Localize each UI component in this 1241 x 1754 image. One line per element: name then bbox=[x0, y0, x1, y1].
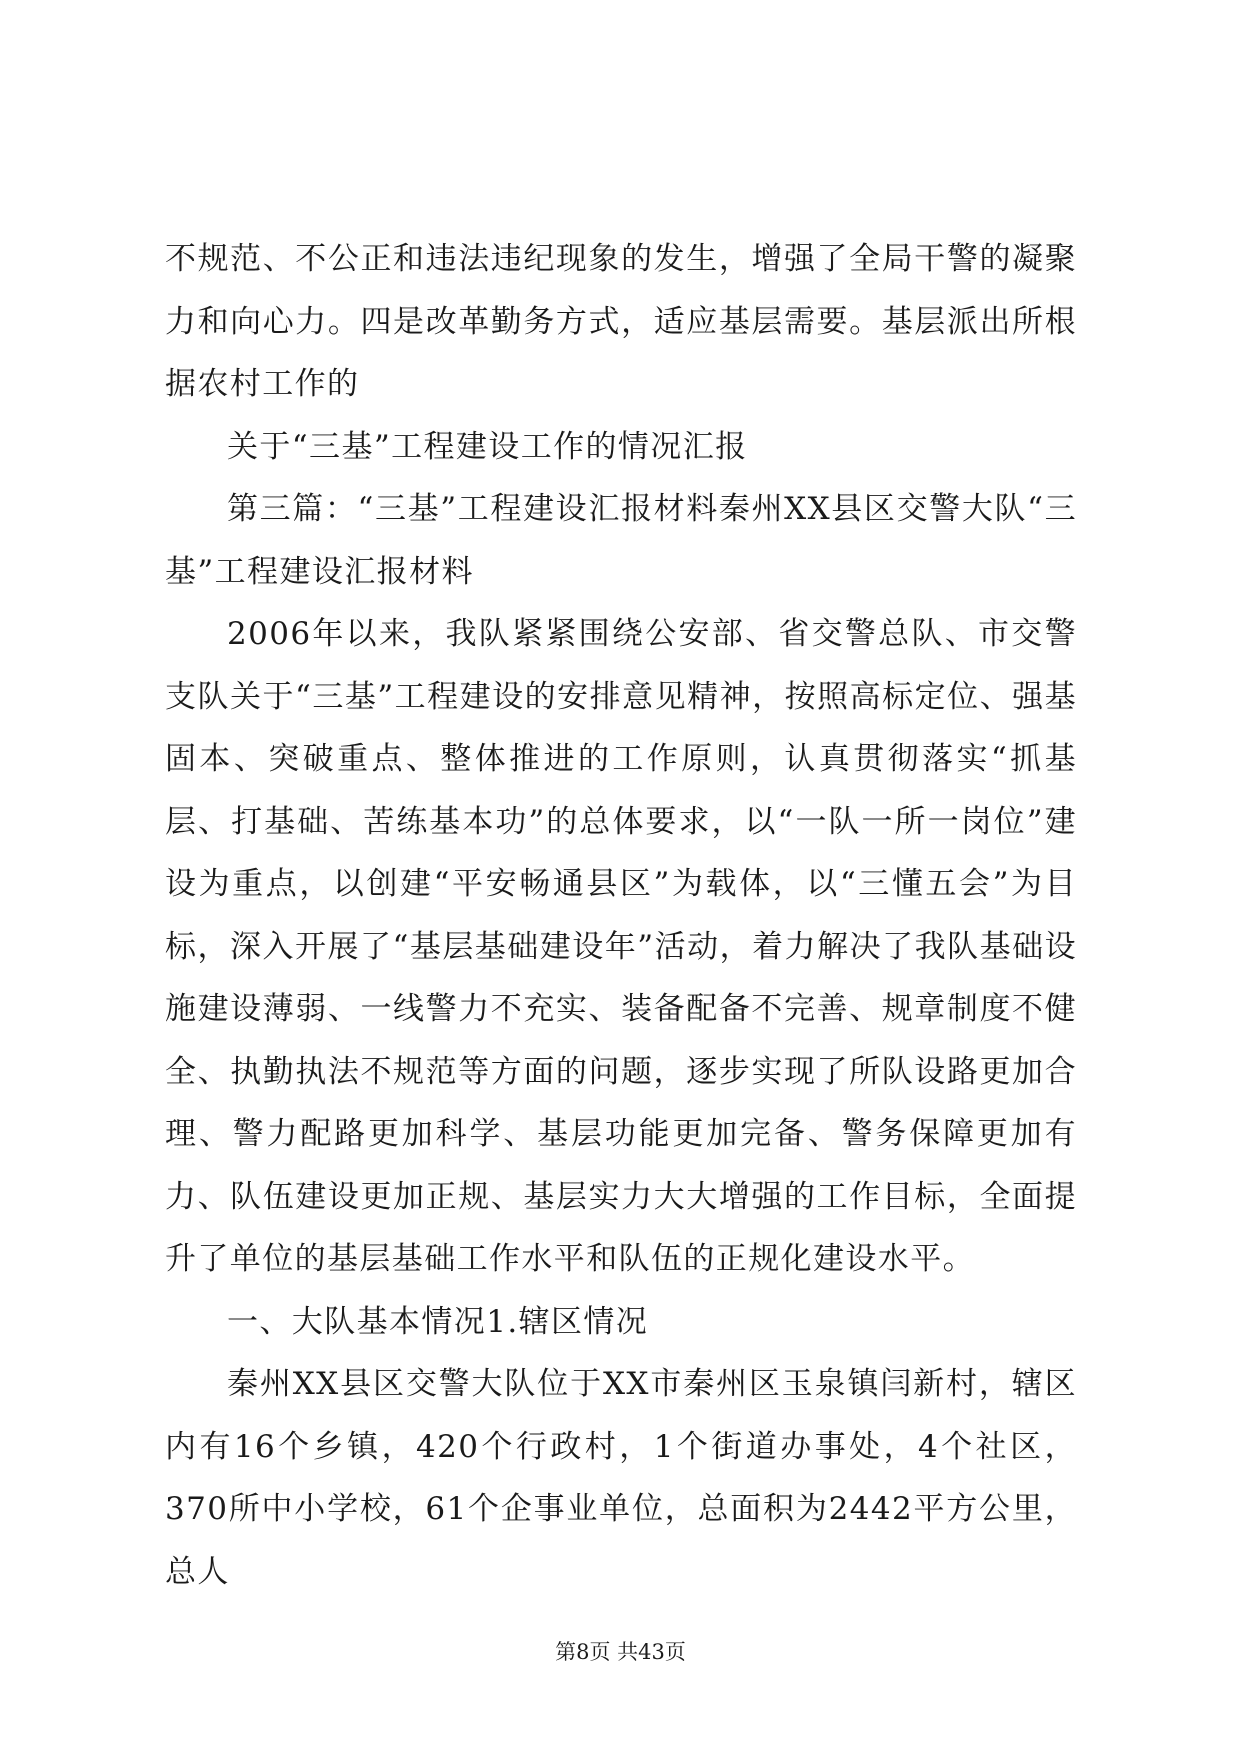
paragraph-chapter-heading: 第三篇：“三基”工程建设汇报材料秦州XX县区交警大队“三基”工程建设汇报材料 bbox=[165, 491, 1077, 590]
paragraph-intro: 2006年以来，我队紧紧围绕公安部、省交警总队、市交警支队关于“三基”工程建设的安排意见精神，按照高标定位、强基固本、突破重点、整体推进的工作原则，认真贯彻落实“抓基层、打基础、苦练基本功”的总体要求，以“一队一所一岗位”建设为重点，以创建“平安畅通县区”为载体，以“三懂五会”为目标，深入开展了“基层基础建设年”活动，着力解决了我队基础设施建设薄弱、一线警力不充实、装备配备不完善、规章制度不健全、执勤执法不规范等方面的问题，逐步实现了所队设路更加合理、警力配路更加科学、基层功能更加完备、警务保障更加有力、队伍建设更加正规、基层实力大大增强的工作目标，全面提升了单位的基层基础工作水平和队伍的正规化建设水平。 bbox=[165, 616, 1077, 1277]
paragraph-report-title: 关于“三基”工程建设工作的情况汇报 bbox=[227, 428, 748, 465]
page-number: 第8页 共43页 bbox=[555, 1640, 686, 1664]
document-body bbox=[165, 228, 1077, 1603]
paragraph-jurisdiction: 秦州XX县区交警大队位于XX市秦州区玉泉镇闫新村，辖区内有16个乡镇，420个行政村，1个街道办事处，4个社区，370所中小学校，61个企事业单位，总面积为2442平方公里，总人 bbox=[165, 1366, 1077, 1590]
paragraph-section-heading: 一、大队基本情况1.辖区情况 bbox=[227, 1303, 649, 1340]
paragraph-continuation: 不规范、不公正和违法违纪现象的发生，增强了全局干警的凝聚力和向心力。四是改革勤务方式，适应基层需要。基层派出所根据农村工作的 bbox=[165, 241, 1077, 402]
page-footer bbox=[0, 1636, 1241, 1666]
